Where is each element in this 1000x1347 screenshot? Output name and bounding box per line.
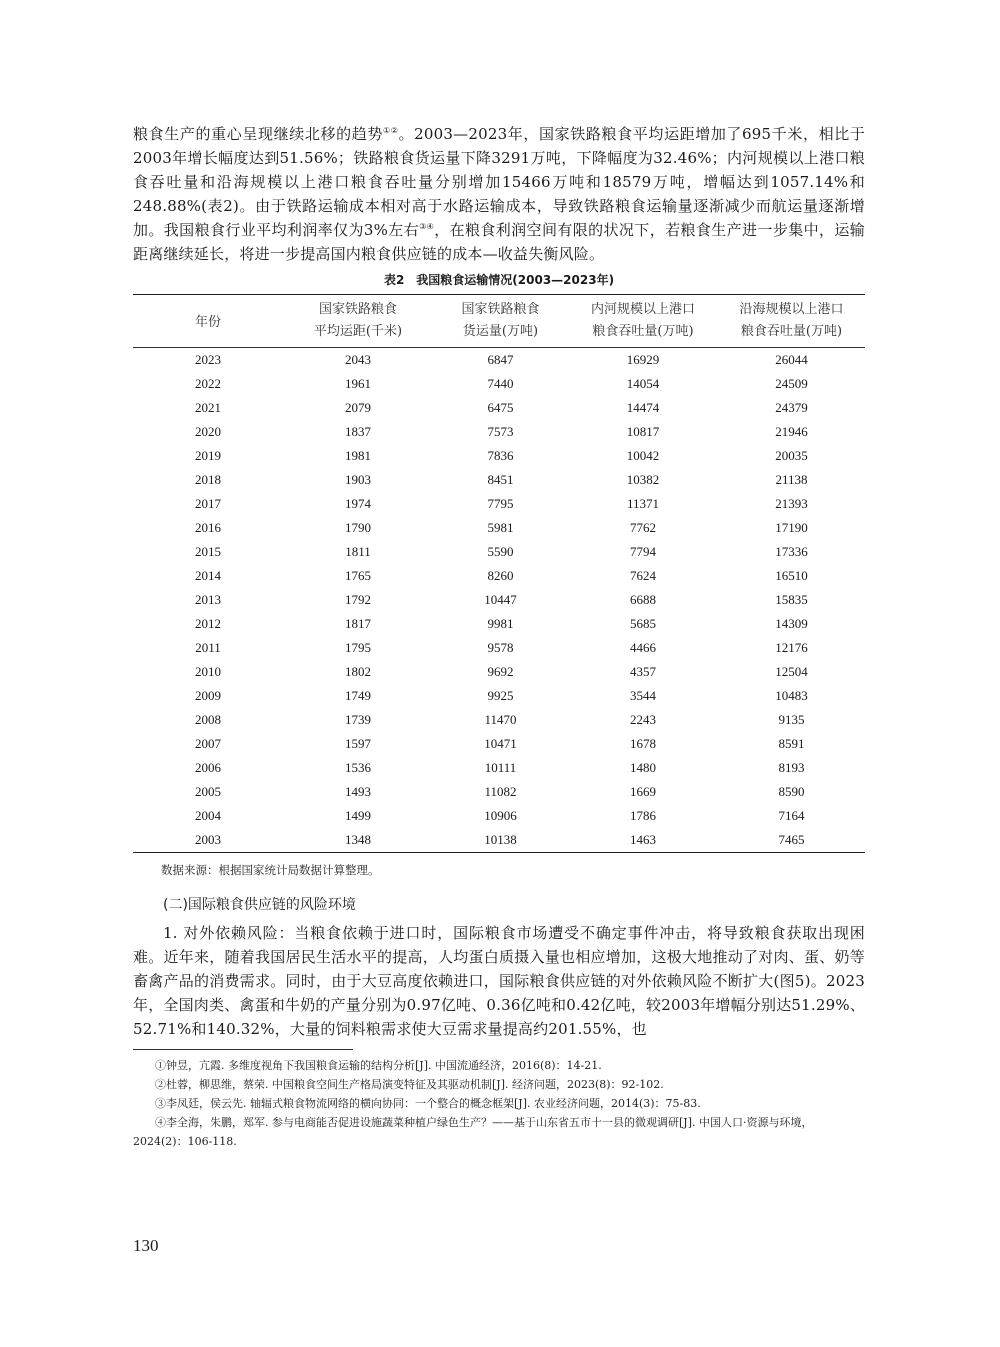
table-row xyxy=(133,636,865,660)
table-cell: 17336 xyxy=(775,544,808,559)
body-paragraph-2: 1. 对外依赖风险：当粮食依赖于进口时，国际粮食市场遭受不确定事件冲击，将导致粮食获取出现困难。近年来，随着我国居民生活水平的提高，人均蛋白质摄入量也相应增加，这极大地推动了对肉、蛋、奶等畜禽产品的消费需求。同时，由于大豆高度依赖进口，国际粮食供应链的对外依赖风险不断扩大(图5)。2023年，全国肉类、禽蛋和牛奶的产量分别为0.97亿吨、0.36亿吨和0.42亿吨，较2003年增幅分别达51.29%、52.71%和140.32%，大量的饲料粮需求使大豆需求量提高约201.55%，也 xyxy=(133,924,865,1038)
cell-year: 2010 xyxy=(195,664,221,679)
table-cell: 10471 xyxy=(484,736,517,751)
cell-year: 2022 xyxy=(195,376,221,391)
table-cell: 2043 xyxy=(345,352,371,367)
footnote-2: ②杜蓉，柳思维，蔡荣. 中国粮食空间生产格局演变特征及其驱动机制[J]. 经济问题，2023(8)：92-102. xyxy=(155,1078,664,1091)
table-cell: 1493 xyxy=(345,784,371,799)
table-cell: 16929 xyxy=(626,352,660,367)
document-page xyxy=(133,122,865,1151)
table-cell: 1480 xyxy=(630,760,656,775)
table-cell: 12176 xyxy=(775,640,808,655)
table-cell: 1499 xyxy=(345,808,371,823)
table-cell: 16510 xyxy=(775,568,808,583)
table-cell: 5590 xyxy=(487,544,514,559)
table-row xyxy=(133,564,865,588)
footnote-3: ③李凤廷，侯云先. 轴辐式粮食物流网络的横向协同：一个整合的概念框架[J]. 农业经济问题，2014(3)：75-83. xyxy=(155,1097,701,1110)
cell-year: 2013 xyxy=(195,592,221,607)
table-cell: 8193 xyxy=(778,760,805,775)
body-paragraph-1 xyxy=(133,122,865,266)
table-row xyxy=(133,468,865,492)
footnote-ref[interactable]: ③④ xyxy=(419,222,435,231)
table-cell: 24379 xyxy=(775,400,808,415)
table-cell: 7794 xyxy=(630,544,656,559)
table-row xyxy=(133,684,865,708)
table-cell: 1795 xyxy=(345,640,371,655)
table-row xyxy=(133,780,865,804)
cell-year: 2019 xyxy=(195,448,221,463)
cell-year: 2023 xyxy=(195,352,221,367)
table-cell: 11371 xyxy=(626,496,660,511)
table-row xyxy=(133,420,865,444)
table-cell: 6475 xyxy=(487,400,514,415)
table-cell: 14309 xyxy=(775,616,808,631)
table-row xyxy=(133,588,865,612)
table-cell: 1786 xyxy=(630,808,656,823)
table-cell: 1739 xyxy=(345,712,371,727)
table-cell: 3544 xyxy=(630,688,656,703)
paragraph-text: ，在粮食利润空间有限的状况下，若粮食生产进一步集中，运输距离继续延长，将进一步提高国内粮食供应链的成本—收益失衡风险。 xyxy=(133,221,865,263)
table-cell: 1802 xyxy=(345,664,371,679)
table-source-note: 数据来源：根据国家统计局数据计算整理。 xyxy=(161,863,380,877)
table-cell: 17190 xyxy=(775,520,808,535)
column-header-line: 货运量(万吨) xyxy=(462,324,539,339)
column-header-line: 国家铁路粮食 xyxy=(318,302,397,317)
table-cell: 1536 xyxy=(345,760,371,775)
cell-year: 2007 xyxy=(195,736,221,751)
table-cell: 20035 xyxy=(775,448,808,463)
table-cell: 11470 xyxy=(484,712,517,727)
table-header-row xyxy=(133,295,865,322)
table-cell: 10111 xyxy=(484,760,517,775)
table-cell: 4357 xyxy=(630,664,656,679)
table-cell: 1749 xyxy=(345,688,371,703)
table-cell: 1463 xyxy=(630,832,656,847)
column-header-line: 内河规模以上港口 xyxy=(590,302,695,317)
cell-year: 2017 xyxy=(195,496,221,511)
table-cell: 10042 xyxy=(626,448,660,463)
cell-year: 2011 xyxy=(195,640,221,655)
table-cell: 7440 xyxy=(487,376,514,391)
table-cell: 1792 xyxy=(345,592,371,607)
table-row xyxy=(133,756,865,780)
column-header-line: 平均运距(千米) xyxy=(313,324,403,339)
cell-year: 2009 xyxy=(195,688,221,703)
cell-year: 2008 xyxy=(195,712,221,727)
table-cell: 10906 xyxy=(484,808,517,823)
table-cell: 8260 xyxy=(487,568,514,583)
table-cell: 1678 xyxy=(630,736,656,751)
table-cell: 26044 xyxy=(775,352,808,367)
table-title: 表2 我国粮食运输情况(2003—2023年) xyxy=(383,273,615,287)
table-cell: 9925 xyxy=(487,688,514,703)
footnote-4: ④李全海，朱鹏，郑军. 参与电商能否促进设施蔬菜种植户绿色生产？——基于山东省五市十一县的微观调研[J]. 中国人口·资源与环境，2024(2)：106-118. xyxy=(133,1116,813,1148)
table-cell: 10447 xyxy=(484,592,517,607)
table-cell: 1961 xyxy=(345,376,371,391)
table-cell: 5981 xyxy=(487,520,514,535)
cell-year: 2004 xyxy=(195,808,221,823)
cell-year: 2016 xyxy=(195,520,221,535)
table-cell: 21393 xyxy=(775,496,808,511)
table-cell: 21946 xyxy=(775,424,808,439)
table-cell: 14054 xyxy=(626,376,660,391)
table-cell: 10817 xyxy=(626,424,660,439)
table-cell: 7795 xyxy=(487,496,514,511)
table-cell: 1790 xyxy=(345,520,371,535)
footnote-divider xyxy=(133,1049,353,1050)
table-row xyxy=(133,708,865,732)
page-number: 130 xyxy=(133,1236,159,1255)
paragraph-text: 粮食生产的重心呈现继续北移的趋势 xyxy=(133,125,383,143)
table-cell: 5685 xyxy=(630,616,656,631)
table-cell: 21138 xyxy=(775,472,808,487)
footnote-ref[interactable]: ①② xyxy=(382,126,399,135)
table-cell: 4466 xyxy=(630,640,656,655)
cell-year: 2021 xyxy=(195,400,221,415)
table-body xyxy=(133,348,865,853)
cell-year: 2015 xyxy=(195,544,221,559)
table-cell: 7762 xyxy=(630,520,656,535)
table-row xyxy=(133,540,865,564)
table-cell: 6688 xyxy=(630,592,656,607)
table-cell: 7836 xyxy=(487,448,514,463)
cell-year: 2012 xyxy=(195,616,221,631)
cell-year: 2020 xyxy=(195,424,221,439)
table-cell: 6847 xyxy=(487,352,514,367)
table-row xyxy=(133,828,865,853)
table-cell: 1837 xyxy=(345,424,371,439)
paragraph-text: 。2003—2023年，国家铁路粮食平均运距增加了695千米，相比于2003年增长幅度达到51.56%；铁路粮食货运量下降3291万吨，下降幅度为32.46%；内河规模以上港口粮食吞吐量和沿海规模以上港口粮食吞吐量分别增加15466万吨和18579万吨，增幅达到1057.14%和248.88%(表2)。由于铁路运输成本相对高于水路运输成本，导致铁路粮食运输量逐渐减少而航运量逐渐增加。我国粮食行业平均利润率仅为3%左右 xyxy=(133,125,866,239)
table-row xyxy=(133,612,865,636)
table-cell: 1348 xyxy=(345,832,371,847)
table-cell: 9981 xyxy=(487,616,514,631)
table-cell: 9578 xyxy=(487,640,514,655)
table-cell: 7164 xyxy=(778,808,805,823)
table-row xyxy=(133,372,865,396)
table-cell: 1811 xyxy=(345,544,371,559)
table-cell: 1974 xyxy=(345,496,371,511)
table-cell: 1817 xyxy=(345,616,371,631)
table-cell: 7573 xyxy=(487,424,514,439)
footnote-1: ①钟昱，亢霞. 多维度视角下我国粮食运输的结构分析[J]. 中国流通经济，2016(8)：14-21. xyxy=(155,1059,602,1072)
table-cell: 9135 xyxy=(778,712,805,727)
table-cell: 1903 xyxy=(345,472,371,487)
data-table xyxy=(133,294,865,853)
table-cell: 15835 xyxy=(775,592,808,607)
column-header-year: 年份 xyxy=(194,315,221,330)
table-row xyxy=(133,732,865,756)
table-cell: 1597 xyxy=(345,736,371,751)
table-cell: 7624 xyxy=(630,568,656,583)
cell-year: 2003 xyxy=(195,832,221,847)
table-cell: 8451 xyxy=(487,472,514,487)
table-cell: 8591 xyxy=(778,736,805,751)
table-row xyxy=(133,396,865,420)
column-header-line: 国家铁路粮食 xyxy=(461,302,540,317)
table-cell: 10382 xyxy=(626,472,660,487)
table-cell: 24509 xyxy=(775,376,808,391)
table-row xyxy=(133,804,865,828)
table-cell: 1981 xyxy=(345,448,371,463)
table-cell: 11082 xyxy=(484,784,517,799)
table-cell: 14474 xyxy=(626,400,660,415)
table-cell: 9692 xyxy=(487,664,514,679)
table-cell: 10138 xyxy=(484,832,517,847)
table-row xyxy=(133,348,865,373)
cell-year: 2006 xyxy=(195,760,221,775)
table-row xyxy=(133,444,865,468)
table-cell: 10483 xyxy=(775,688,808,703)
table-cell: 12504 xyxy=(775,664,808,679)
table-row xyxy=(133,516,865,540)
cell-year: 2005 xyxy=(195,784,221,799)
table-cell: 1765 xyxy=(345,568,371,583)
column-header-line: 粮食吞吐量(万吨) xyxy=(592,324,694,339)
table-cell: 1669 xyxy=(630,784,656,799)
cell-year: 2018 xyxy=(195,472,221,487)
cell-year: 2014 xyxy=(195,568,221,583)
section-heading: (二)国际粮食供应链的风险环境 xyxy=(163,897,356,913)
column-header-line: 沿海规模以上港口 xyxy=(739,302,844,317)
table-cell: 2243 xyxy=(630,712,656,727)
table-cell: 8590 xyxy=(778,784,805,799)
table-cell: 7465 xyxy=(778,832,805,847)
table-cell: 2079 xyxy=(345,400,371,415)
table-row xyxy=(133,492,865,516)
table-row xyxy=(133,660,865,684)
column-header-line: 粮食吞吐量(万吨) xyxy=(740,324,843,339)
